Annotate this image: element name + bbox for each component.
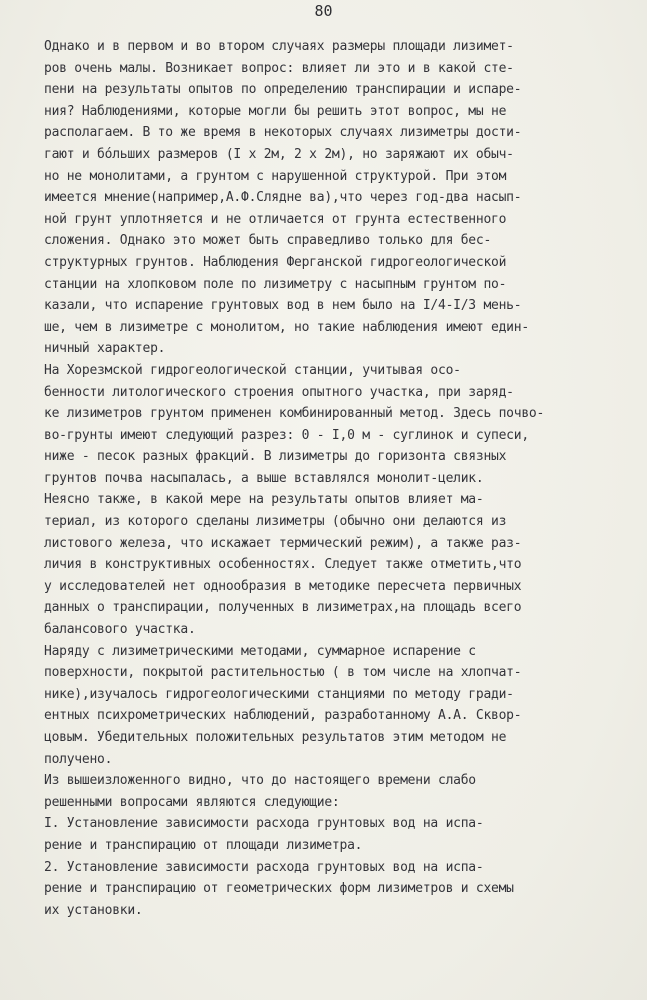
text-line: ной грунт уплотняется и не отличается от грунта естественного: [44, 211, 507, 227]
text-line: I. Установление зависимости расхода грунтовых вод на испа-: [44, 816, 484, 832]
text-line: На Хорезмской гидрогеологической станции, учитывая осо-: [44, 362, 461, 378]
text-line: сложения. Однако это может быть справедливо только для бес-: [44, 233, 492, 249]
text-line: казали, что испарение грунтовых вод в нем было на I/4-I/3 мень-: [44, 298, 522, 314]
text-line: Из вышеизложенного видно, что до настоящего времени слабо: [44, 773, 476, 789]
text-line: цовым. Убедительных положительных результатов этим методом не: [44, 730, 507, 745]
text-line: ров очень малы. Возникает вопрос: влияет ли это и в какой сте-: [44, 60, 514, 76]
text-line: личия в конструктивных особенностях. Следует также отметить,что: [44, 557, 522, 573]
text-line: их установки.: [44, 902, 143, 918]
text-line: ниже - песок разных фракций. В лизиметры до горизонта связных: [44, 449, 507, 465]
page-number: 80: [314, 2, 333, 20]
text-line: рение и транспирацию от площади лизиметра.: [44, 837, 363, 853]
text-line: получено.: [44, 751, 113, 767]
text-line: станции на хлопковом поле по лизиметру с насыпным грунтом по-: [44, 276, 507, 292]
text-line: структурных грунтов. Наблюдения Ферганской гидрогеологической: [44, 254, 507, 270]
text-line: ничный характер.: [44, 341, 166, 357]
text-line: располагаем. В то же время в некоторых случаях лизиметры дости-: [44, 125, 522, 141]
text-line: балансового участка.: [44, 622, 196, 638]
text-line: решенными вопросами являются следующие:: [44, 794, 340, 810]
text-line: гают и бо́льших размеров (I х 2м, 2 х 2м), но заряжают их обыч-: [44, 146, 514, 162]
text-line: Неясно также, в какой мере на результаты опытов влияет ма-: [44, 492, 484, 508]
body-text: [44, 36, 624, 921]
text-line: поверхности, покрытой растительностью ( в том числе на хлопчат-: [44, 665, 522, 681]
text-line: но не монолитами, а грунтом с нарушенной структурой. При этом: [44, 168, 507, 184]
text-line: данных о транспирации, полученных в лизиметрах,на площадь всего: [44, 600, 522, 616]
text-line: нике),изучалось гидрогеологическими станциями по методу гради-: [44, 686, 514, 702]
text-line: имеется мнение(например,А.Ф.Слядне ва),что через год-два насып-: [44, 190, 522, 206]
text-line: грунтов почва насыпалась, а выше вставлялся монолит-целик.: [44, 470, 484, 486]
text-line: у исследователей нет однообразия в методике пересчета первичных: [44, 578, 522, 594]
text-line: Однако и в первом и во втором случаях размеры площади лизимет-: [44, 39, 514, 54]
text-line: ке лизиметров грунтом применен комбинированный метод. Здесь почво-: [44, 406, 545, 422]
text-line: териал, из которого сделаны лизиметры (обычно они делаются из: [44, 514, 507, 530]
text-line: бенности литологического строения опытного участка, при заряд-: [44, 384, 514, 400]
text-line: рение и транспирацию от геометрических форм лизиметров и схемы: [44, 881, 514, 897]
text-line: 2. Установление зависимости расхода грунтовых вод на испа-: [44, 859, 484, 875]
text-line: Наряду с лизиметрическими методами, суммарное испарение с: [44, 643, 476, 659]
text-line: ентных психрометрических наблюдений, разработанному А.А. Сквор-: [44, 708, 522, 724]
text-line: пени на результаты опытов по определению транспирации и испаре-: [44, 82, 522, 98]
text-line: во-грунты имеют следующий разрез: 0 - I,0 м - суглинок и супеси,: [44, 427, 529, 443]
text-line: ше, чем в лизиметре с монолитом, но такие наблюдения имеют един-: [44, 319, 529, 335]
text-line: ния? Наблюдениями, которые могли бы решить этот вопрос, мы не: [44, 103, 507, 119]
text-line: листового железа, что искажает термический режим), а также раз-: [44, 535, 522, 551]
